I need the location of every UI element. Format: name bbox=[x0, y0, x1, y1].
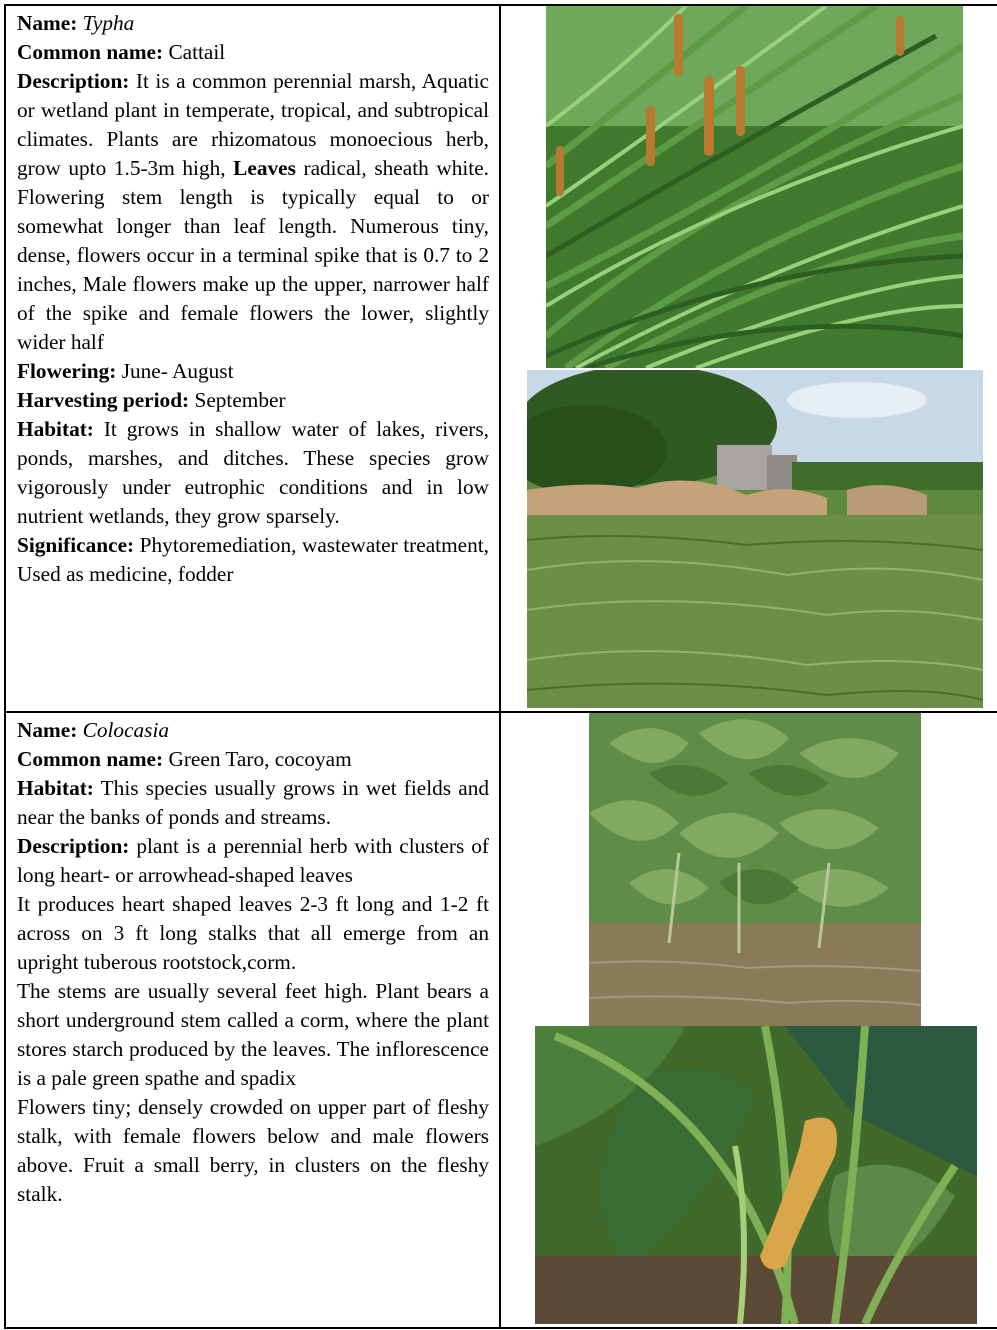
description-label: Description: bbox=[17, 834, 130, 858]
scientific-name: Colocasia bbox=[82, 718, 170, 742]
name-label: Name: bbox=[17, 718, 78, 742]
table-row-colocasia bbox=[5, 712, 997, 1328]
typha-text-cell bbox=[5, 5, 500, 712]
colocasia-paragraph-3: Flowers tiny; densely crowded on upper part of fleshy stalk, with female flowers below and male flowers above. Fruit a small berry, in clusters on the fleshy stalk. bbox=[17, 1095, 489, 1206]
typha-photo-cell bbox=[500, 5, 997, 712]
description-text-a: It is a common perennial marsh, Aquatic or wetland plant in temperate, tropical, and subtropical climates. Plants are rhizomatous monoecious herb, grow upto 1.5-3m high, bbox=[17, 69, 489, 180]
habitat-label: Habitat: bbox=[17, 417, 94, 441]
description-text: plant is a perennial herb with clusters of long heart- or arrowhead-shaped leaves bbox=[17, 834, 489, 887]
colocasia-name-line bbox=[17, 716, 489, 745]
habitat-text: This species usually grows in wet fields and near the banks of ponds and streams. bbox=[17, 776, 489, 829]
flowering-label: Flowering: bbox=[17, 359, 117, 383]
taro-water-photo bbox=[589, 713, 921, 1026]
habitat-text: It grows in shallow water of lakes, rivers, ponds, marshes, and ditches. These species grow vigorously under eutrophic conditions and in low nutrient wetlands, they grow sparsely. bbox=[17, 417, 489, 528]
wetland-landscape-photo bbox=[527, 370, 983, 708]
colocasia-paragraph-2: The stems are usually several feet high. Plant bears a short underground stem called a corm, where the plant stores starch produced by the leaves. The inflorescence is a pale green spathe and spadix bbox=[17, 979, 489, 1090]
typha-name-line bbox=[17, 9, 489, 38]
colocasia-habitat bbox=[17, 774, 489, 832]
common-name: Green Taro, cocoyam bbox=[168, 747, 352, 771]
description-bold-word: Leaves bbox=[233, 156, 296, 180]
common-name-label: Common name: bbox=[17, 747, 164, 771]
taro-inflorescence-photo bbox=[535, 1026, 977, 1324]
name-label: Name: bbox=[17, 11, 78, 35]
species-table bbox=[4, 4, 997, 1329]
table-row-typha bbox=[5, 5, 997, 712]
typha-flowering-line bbox=[17, 357, 489, 386]
typha-significance bbox=[17, 531, 489, 589]
species-sheet bbox=[4, 4, 991, 1326]
colocasia-common-line bbox=[17, 745, 489, 774]
harvest-label: Harvesting period: bbox=[17, 388, 190, 412]
cattail-closeup-photo bbox=[546, 6, 963, 368]
colocasia-paragraph-1: It produces heart shaped leaves 2-3 ft long and 1-2 ft across on 3 ft long stalks that all emerge from an upright tuberous rootstock,corm. bbox=[17, 892, 489, 974]
flowering-value: June- August bbox=[121, 359, 234, 383]
colocasia-text-cell bbox=[5, 712, 500, 1328]
habitat-label: Habitat: bbox=[17, 776, 94, 800]
colocasia-description bbox=[17, 832, 489, 890]
colocasia-photo-cell bbox=[500, 712, 997, 1328]
scientific-name: Typha bbox=[82, 11, 135, 35]
common-name-label: Common name: bbox=[17, 40, 164, 64]
typha-habitat bbox=[17, 415, 489, 531]
typha-common-line bbox=[17, 38, 489, 67]
significance-text: Phytoremediation, wastewater treatment, Used as medicine, fodder bbox=[17, 533, 490, 586]
significance-label: Significance: bbox=[17, 533, 135, 557]
description-label: Description: bbox=[17, 69, 130, 93]
description-text-b: radical, sheath white. Flowering stem length is typically equal to or somewhat longer than leaf length. Numerous tiny, dense, flowers occur in a terminal spike that is 0.7 to 2 inches, Male flowers make up the upper, narrower half of the spike and female flowers the lower, slightly wider half bbox=[17, 156, 489, 354]
typha-harvest-line bbox=[17, 386, 489, 415]
typha-description bbox=[17, 67, 489, 357]
common-name: Cattail bbox=[168, 40, 226, 64]
harvest-value: September bbox=[194, 388, 286, 412]
